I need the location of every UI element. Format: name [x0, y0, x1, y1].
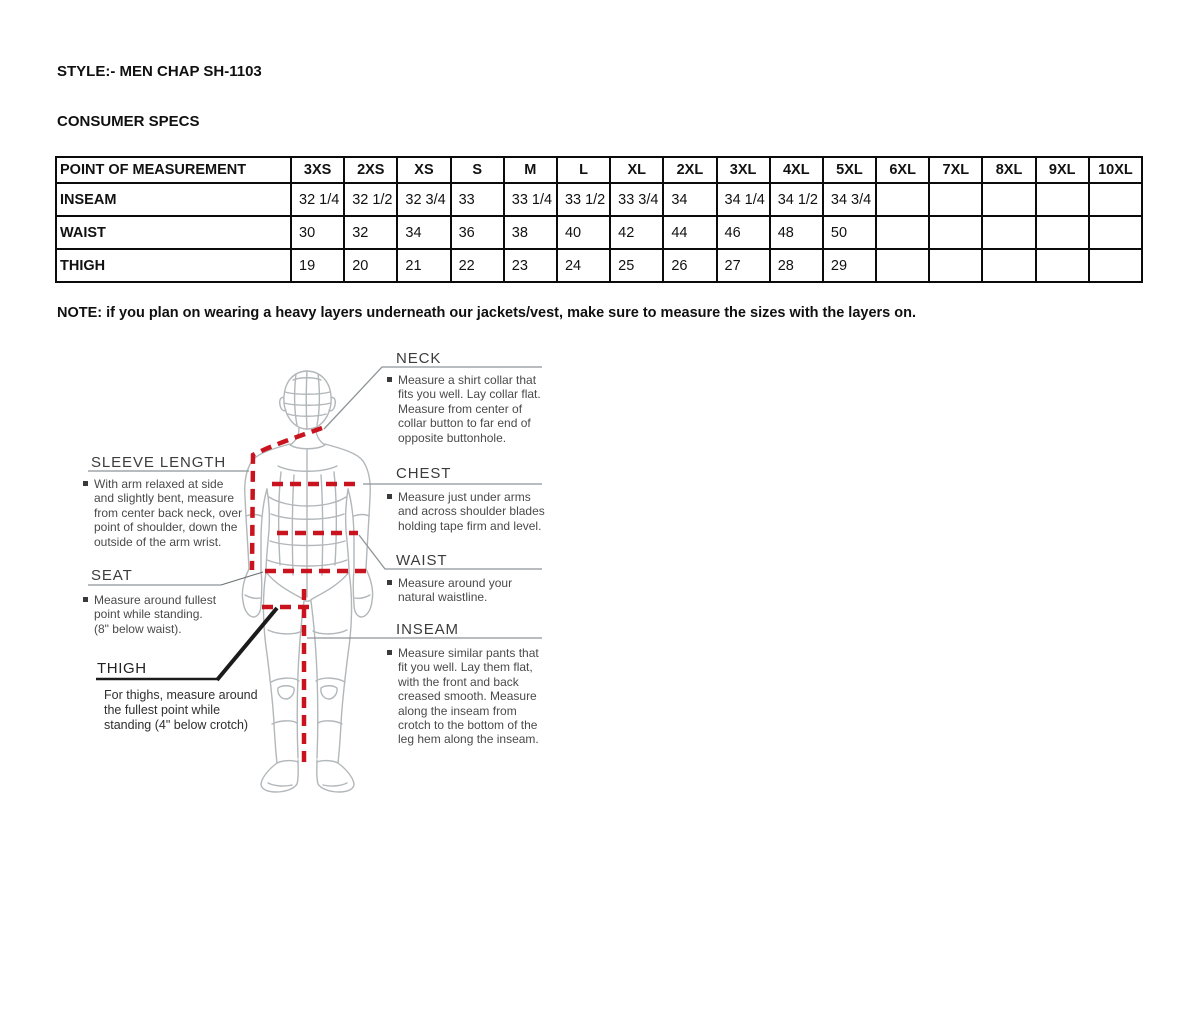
spec-cell: 19	[291, 249, 344, 282]
spec-cell: 38	[504, 216, 557, 249]
spec-cell: 34	[397, 216, 450, 249]
seat-description: Measure around fullest point while standing. (8" below waist).	[83, 593, 219, 636]
col-header-size: L	[557, 157, 610, 183]
waist-description: Measure around your natural waistline.	[387, 576, 548, 605]
spec-cell: 20	[344, 249, 397, 282]
sleeve-length-label: SLEEVE LENGTH	[91, 454, 227, 471]
col-header-size: 8XL	[982, 157, 1035, 183]
spec-cell: 34 1/2	[770, 183, 823, 216]
spec-cell: 40	[557, 216, 610, 249]
spec-cell: 34 1/4	[717, 183, 770, 216]
bullet-square-icon	[83, 597, 88, 602]
row-label: INSEAM	[56, 183, 291, 216]
seat-leader	[221, 572, 263, 585]
waist-label: WAIST	[396, 552, 448, 569]
spec-cell: 33 1/4	[504, 183, 557, 216]
col-header-size: 5XL	[823, 157, 876, 183]
sleeve-length-description: With arm relaxed at side and slightly bent, measure from center back neck, over point of shoulder, down the outside of the arm wrist.	[83, 477, 244, 549]
col-header-size: 10XL	[1089, 157, 1142, 183]
spec-cell: 26	[663, 249, 716, 282]
inseam-label: INSEAM	[396, 621, 459, 638]
chest-label: CHEST	[396, 465, 452, 482]
spec-cell: 30	[291, 216, 344, 249]
col-header-size: M	[504, 157, 557, 183]
neck-description: Measure a shirt collar that fits you well. Lay collar flat. Measure from center of collar button to far end of opposite buttonhole.	[387, 373, 548, 445]
bullet-square-icon	[387, 494, 392, 499]
thigh-label: THIGH	[97, 660, 147, 677]
spec-cell: 34	[663, 183, 716, 216]
spec-cell: 33	[451, 183, 504, 216]
row-label: THIGH	[56, 249, 291, 282]
spec-cell: 32	[344, 216, 397, 249]
inseam-description: Measure similar pants that fit you well. Lay them flat, with the front and back creased smooth. Measure along the inseam from crotch to the bottom of the leg hem along the inseam.	[387, 646, 548, 747]
spec-cell: 33 3/4	[610, 183, 663, 216]
spec-cell: 50	[823, 216, 876, 249]
col-header-size: 3XL	[717, 157, 770, 183]
col-header-size: 4XL	[770, 157, 823, 183]
bullet-square-icon	[387, 580, 392, 585]
note-text: NOTE: if you plan on wearing a heavy layers underneath our jackets/vest, make sure to measure the sizes with the layers on.	[57, 305, 917, 321]
waist-leader	[359, 535, 542, 569]
spec-cell: 33 1/2	[557, 183, 610, 216]
spec-cell: 36	[451, 216, 504, 249]
spec-cell: 34 3/4	[823, 183, 876, 216]
spec-cell: 32 3/4	[397, 183, 450, 216]
spec-cell: 32 1/2	[344, 183, 397, 216]
col-header-point-of-measurement: POINT OF MEASUREMENT	[56, 157, 291, 183]
spec-cell: 22	[451, 249, 504, 282]
style-title: STYLE:- MEN CHAP SH-1103	[57, 63, 262, 80]
col-header-size: 3XS	[291, 157, 344, 183]
consumer-specs-title: CONSUMER SPECS	[57, 113, 200, 130]
spec-cell: 23	[504, 249, 557, 282]
spec-cell: 44	[663, 216, 716, 249]
col-header-size: 2XS	[344, 157, 397, 183]
col-header-size: 2XL	[663, 157, 716, 183]
col-header-size: S	[451, 157, 504, 183]
neck-label: NECK	[396, 350, 442, 367]
col-header-size: 7XL	[929, 157, 982, 183]
measure-lines	[252, 428, 368, 762]
spec-cell: 46	[717, 216, 770, 249]
spec-cell: 42	[610, 216, 663, 249]
col-header-size: 6XL	[876, 157, 929, 183]
seat-label: SEAT	[91, 567, 133, 584]
thigh-leader	[217, 608, 277, 680]
bullet-square-icon	[387, 650, 392, 655]
spec-cell: 48	[770, 216, 823, 249]
spec-cell: 28	[770, 249, 823, 282]
col-header-size: XS	[397, 157, 450, 183]
bullet-square-icon	[83, 481, 88, 486]
thigh-description: For thighs, measure around the fullest point while standing (4" below crotch)	[104, 688, 258, 732]
col-header-size: XL	[610, 157, 663, 183]
spec-cell: 25	[610, 249, 663, 282]
bullet-square-icon	[387, 377, 392, 382]
col-header-size: 9XL	[1036, 157, 1089, 183]
spec-cell: 21	[397, 249, 450, 282]
spec-cell: 27	[717, 249, 770, 282]
spec-cell: 29	[823, 249, 876, 282]
spec-cell: 32 1/4	[291, 183, 344, 216]
chest-description: Measure just under arms and across shoulder blades holding tape firm and level.	[387, 490, 548, 533]
row-label: WAIST	[56, 216, 291, 249]
spec-cell: 24	[557, 249, 610, 282]
